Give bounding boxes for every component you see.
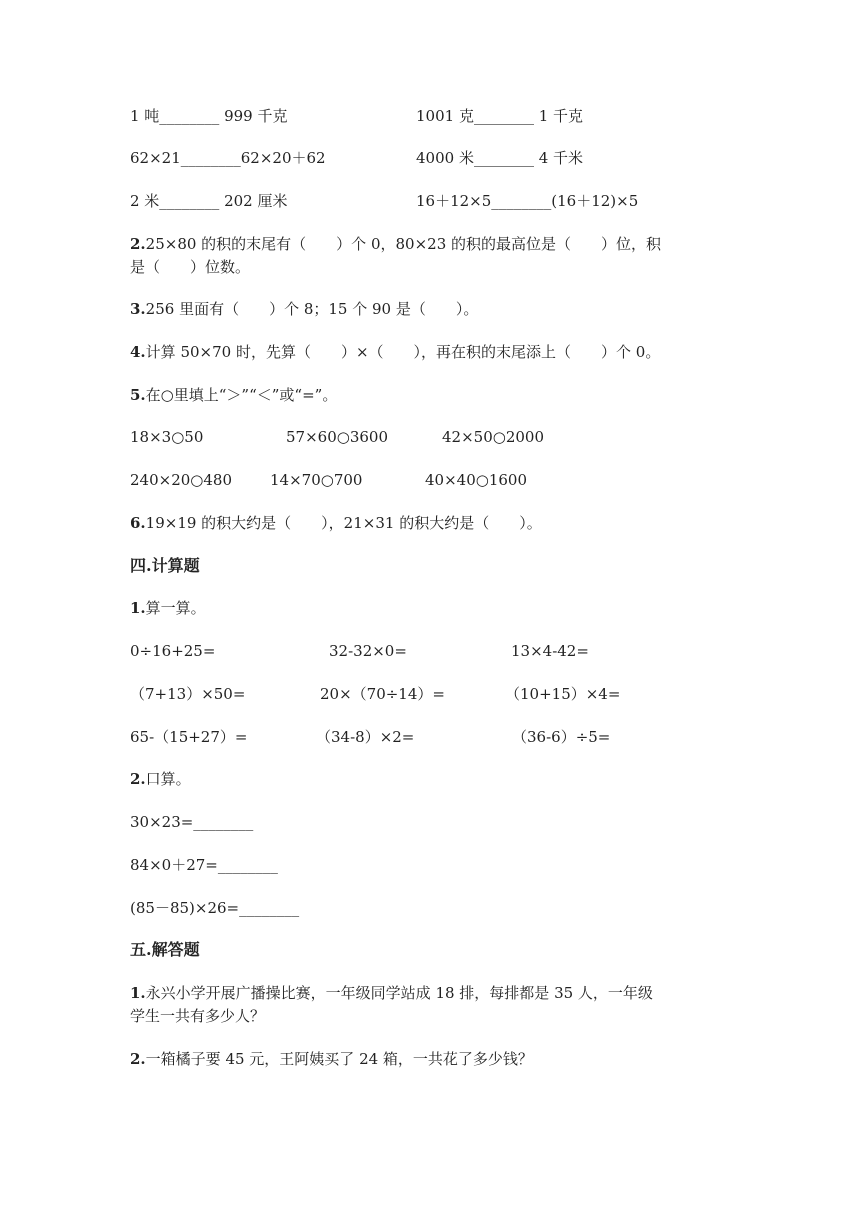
compare-1-left: 1 吨________ 999 千克: [130, 107, 288, 125]
question-text: 永兴小学开展广播操比赛，一年级同学站成 18 排，每排都是 35 人，一年级: [145, 984, 653, 1002]
question-number: 1.: [130, 599, 146, 617]
compare-3-left: 2 米________ 202 厘米: [130, 192, 288, 210]
question-text: 在○里填上“＞”“＜”或“=”。: [145, 386, 338, 404]
section-5-question-1-line-2: 学生一共有多少人？: [130, 1007, 266, 1025]
question-number: 2.: [130, 235, 146, 253]
question-text: 计算 50×70 时，先算（ ）×（ ），再在积的末尾添上（ ）个 0。: [145, 343, 661, 361]
circle-compare-3: 42×50○2000: [442, 428, 545, 446]
calc-item: 32-32×0=: [329, 642, 407, 660]
section-5-heading: 五.解答题: [130, 940, 200, 959]
circle-compare-2: 57×60○3600: [286, 428, 389, 446]
question-number: 3.: [130, 300, 146, 318]
circle-compare-1: 18×3○50: [130, 428, 204, 446]
question-2: [130, 234, 661, 254]
question-4: [130, 342, 660, 362]
question-number: 2.: [130, 1050, 146, 1068]
calc-item: 20×（70÷14）=: [320, 685, 445, 703]
question-6: [130, 513, 542, 533]
oral-calc-item: 30×23=________: [130, 813, 254, 831]
calc-item: （34-8）×2=: [316, 728, 415, 746]
oral-calc-item: (85－85)×26=________: [130, 899, 300, 917]
question-text: 口算。: [145, 770, 191, 788]
question-number: 4.: [130, 343, 146, 361]
circle-compare-5: 14×70○700: [270, 471, 363, 489]
question-text: 256 里面有（ ）个 8；15 个 90 是（ ）。: [145, 300, 479, 318]
section-4-heading: 四.计算题: [130, 556, 200, 575]
oral-calc-item: 84×0＋27=________: [130, 856, 278, 874]
section-4-question-2: [130, 769, 191, 789]
question-5: [130, 385, 337, 405]
calc-item: 13×4-42=: [511, 642, 589, 660]
compare-2-right: 4000 米________ 4 千米: [416, 149, 584, 167]
question-2-line-2: 是（ ）位数。: [130, 258, 251, 276]
circle-compare-6: 40×40○1600: [425, 471, 528, 489]
question-number: 6.: [130, 514, 146, 532]
calc-item: 0÷16+25=: [130, 642, 216, 660]
question-number: 1.: [130, 984, 146, 1002]
circle-compare-4: 240×20○480: [130, 471, 233, 489]
compare-1-right: 1001 克________ 1 千克: [416, 107, 584, 125]
calc-item: （7+13）×50=: [130, 685, 246, 703]
question-number: 2.: [130, 770, 146, 788]
question-number: 5.: [130, 386, 146, 404]
section-5-question-2: [130, 1049, 533, 1069]
compare-3-right: 16＋12×5________(16＋12)×5: [416, 192, 639, 210]
compare-2-left: 62×21________62×20＋62: [130, 149, 326, 167]
question-3: [130, 299, 478, 319]
question-text: 25×80 的积的末尾有（ ）个 0，80×23 的积的最高位是（ ）位，积: [145, 235, 662, 253]
calc-item: （36-6）÷5=: [512, 728, 611, 746]
question-text: 一箱橘子要 45 元，王阿姨买了 24 箱，一共花了多少钱？: [145, 1050, 533, 1068]
section-4-question-1: [130, 598, 206, 618]
calc-item: （10+15）×4=: [505, 685, 621, 703]
section-5-question-1: [130, 983, 653, 1003]
calc-item: 65-（15+27）=: [130, 728, 248, 746]
question-text: 算一算。: [145, 599, 206, 617]
question-text: 19×19 的积大约是（ ），21×31 的积大约是（ ）。: [145, 514, 542, 532]
